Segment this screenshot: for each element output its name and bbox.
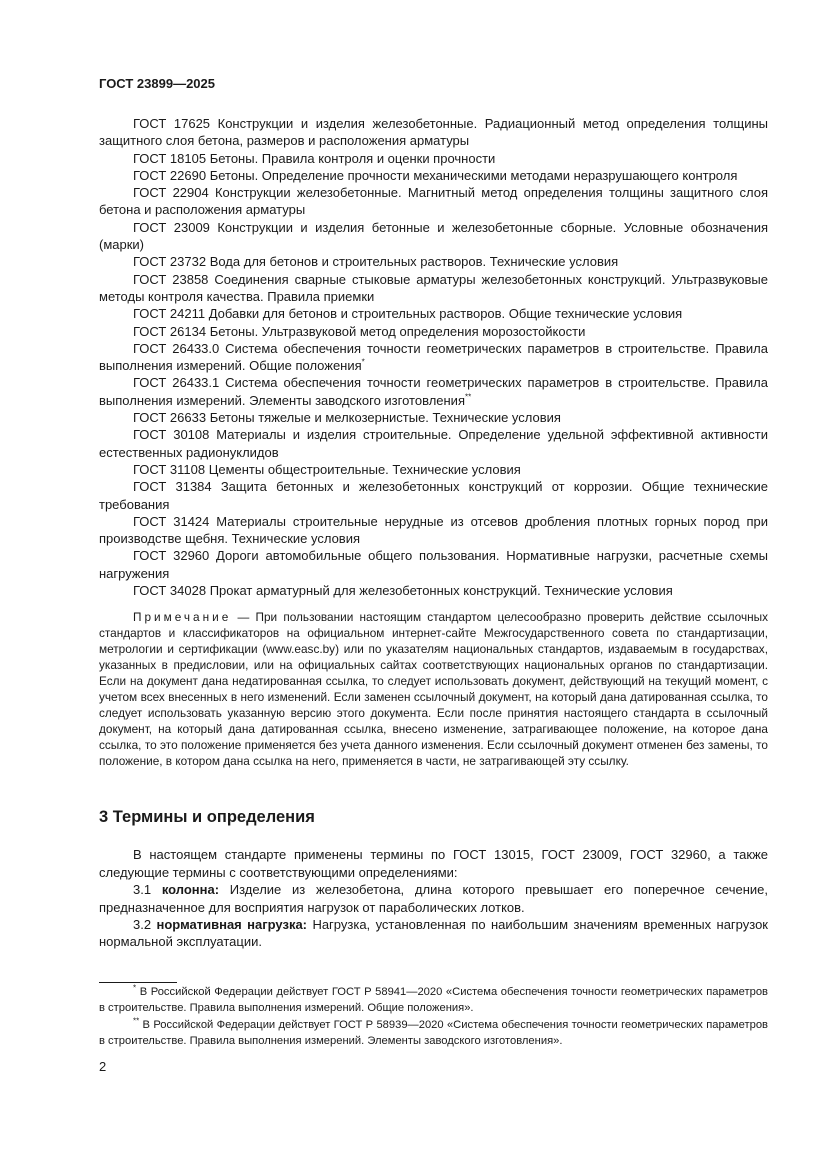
reference-item: ГОСТ 30108 Материалы и изделия строительные. Определение удельной эффективной активности естественных радионуклидов xyxy=(99,427,768,460)
term-text: Нагрузка, установленная по наибольшим значениям временных нагрузок нормальной эксплуатации. xyxy=(99,916,768,950)
reference-item: ГОСТ 23732 Вода для бетонов и строительных растворов. Технические условия xyxy=(133,254,619,270)
note-text: — При пользовании настоящим стандартом целесообразно проверить действие ссылочных стандартов и классификаторов на официальном интернет-сайте Межгосударственного совета по стандартизации, метрологии и сертификации (www.easc.by) или по указателям национальных стандартов, издаваемым в государствах, указанных в предисловии, или на официальных сайтах соответствующих национальных органов по стандартизации. Если на документ дана недатированная ссылка, то следует использовать документ, действующий на текущий момент, с учетом всех внесенных в него изменений. Если заменен ссылочный документ, на который дана датированная ссылка, то следует использовать указанную версию этого документа. Если после принятия настоящего стандарта в ссылочный документ, на который дана датированная ссылка, внесено изменение, затрагивающее положение, на которое дана ссылка, то это положение применяется без учета данного изменения. Если ссылочный документ отменен без замены, то положение, в котором дана ссылка на него, применяется в части, не затрагивающей эту ссылку. xyxy=(99,610,768,769)
document-header: ГОСТ 23899—2025 xyxy=(99,76,215,91)
reference-item: ГОСТ 31424 Материалы строительные нерудные из отсевов дробления плотных горных пород при производстве щебня. Технические условия xyxy=(99,513,768,547)
reference-item: ГОСТ 18105 Бетоны. Правила контроля и оценки прочности xyxy=(133,150,496,166)
term-number: 3.2 xyxy=(133,916,152,932)
footnotes xyxy=(99,985,768,1051)
note-label: Примечание xyxy=(133,610,232,625)
note-paragraph xyxy=(99,609,768,769)
footnote xyxy=(99,1018,768,1049)
reference-item: ГОСТ 31384 Защита бетонных и железобетонных конструкций от коррозии. Общие технические требования xyxy=(99,479,768,512)
reference-item: ГОСТ 24211 Добавки для бетонов и строительных растворов. Общие технические условия xyxy=(133,306,683,322)
section-title: 3 Термины и определения xyxy=(99,808,315,827)
normative-references-list xyxy=(99,115,768,599)
reference-item: ГОСТ 22904 Конструкции железобетонные. Магнитный метод определения толщины защитного слоя бетона и расположения арматуры xyxy=(99,185,768,218)
reference-item: ГОСТ 23009 Конструкции и изделия бетонные и железобетонные сборные. Условные обозначения (марки) xyxy=(99,219,768,253)
term-number: 3.1 xyxy=(133,882,152,898)
reference-item: ГОСТ 22690 Бетоны. Определение прочности механическими методами неразрушающего контроля xyxy=(133,167,738,183)
page-body xyxy=(99,115,768,951)
reference-item: ГОСТ 23858 Соединения сварные стыковые арматуры железобетонных конструкций. Ультразвуковые методы контроля качества. Правила приемки xyxy=(99,271,768,304)
footnote-separator xyxy=(99,982,177,983)
reference-item: ГОСТ 31108 Цементы общестроительные. Технические условия xyxy=(133,461,521,477)
reference-item: ГОСТ 32960 Дороги автомобильные общего пользования. Нормативные нагрузки, расчетные схемы нагружения xyxy=(99,548,768,581)
footnote-marker: ** xyxy=(133,1016,140,1026)
footnote-marker: * xyxy=(133,983,137,993)
reference-item: ГОСТ 26134 Бетоны. Ультразвуковой метод определения морозостойкости xyxy=(133,323,586,339)
footnote-marker: ** xyxy=(465,392,472,402)
reference-item: ГОСТ 26633 Бетоны тяжелые и мелкозернистые. Технические условия xyxy=(133,410,561,426)
reference-item: ГОСТ 17625 Конструкции и изделия железобетонные. Радиационный метод определения толщины защитного слоя бетона, размеров и расположения арматуры xyxy=(99,116,768,149)
term-name: нормативная нагрузка: xyxy=(156,916,308,932)
section-intro: В настоящем стандарте применены термины по ГОСТ 13015, ГОСТ 23009, ГОСТ 32960, а также следующие термины с соответствующими определениями: xyxy=(99,847,768,880)
footnote-marker: * xyxy=(361,357,365,367)
term-definition xyxy=(99,881,768,916)
reference-item: ГОСТ 26433.0 Система обеспечения точности геометрических параметров в строительстве. Правила выполнения измерений. Общие положения* xyxy=(99,340,768,374)
footnote xyxy=(99,985,768,1016)
reference-item: ГОСТ 34028 Прокат арматурный для железобетонных конструкций. Технические условия xyxy=(133,583,673,599)
term-definition xyxy=(99,916,768,951)
footnote-text: В Российской Федерации действует ГОСТ Р 58939—2020 «Система обеспечения точности геометрических параметров в строительстве. Правила выполнения измерений. Элементы заводского изготовления». xyxy=(99,1019,768,1047)
reference-item: ГОСТ 26433.1 Система обеспечения точности геометрических параметров в строительстве. Правила выполнения измерений. Элементы заводского изготовления** xyxy=(99,375,768,408)
page-number: 2 xyxy=(99,1059,107,1074)
footnote-text: В Российской Федерации действует ГОСТ Р 58941—2020 «Система обеспечения точности геометрических параметров в строительстве. Правила выполнения измерений. Общие положения». xyxy=(99,986,768,1014)
term-text: Изделие из железобетона, длина которого превышает его поперечное сечение, предназначенное для восприятия нагрузок от параболических лотков. xyxy=(99,882,768,915)
term-name: колонна: xyxy=(161,882,220,898)
